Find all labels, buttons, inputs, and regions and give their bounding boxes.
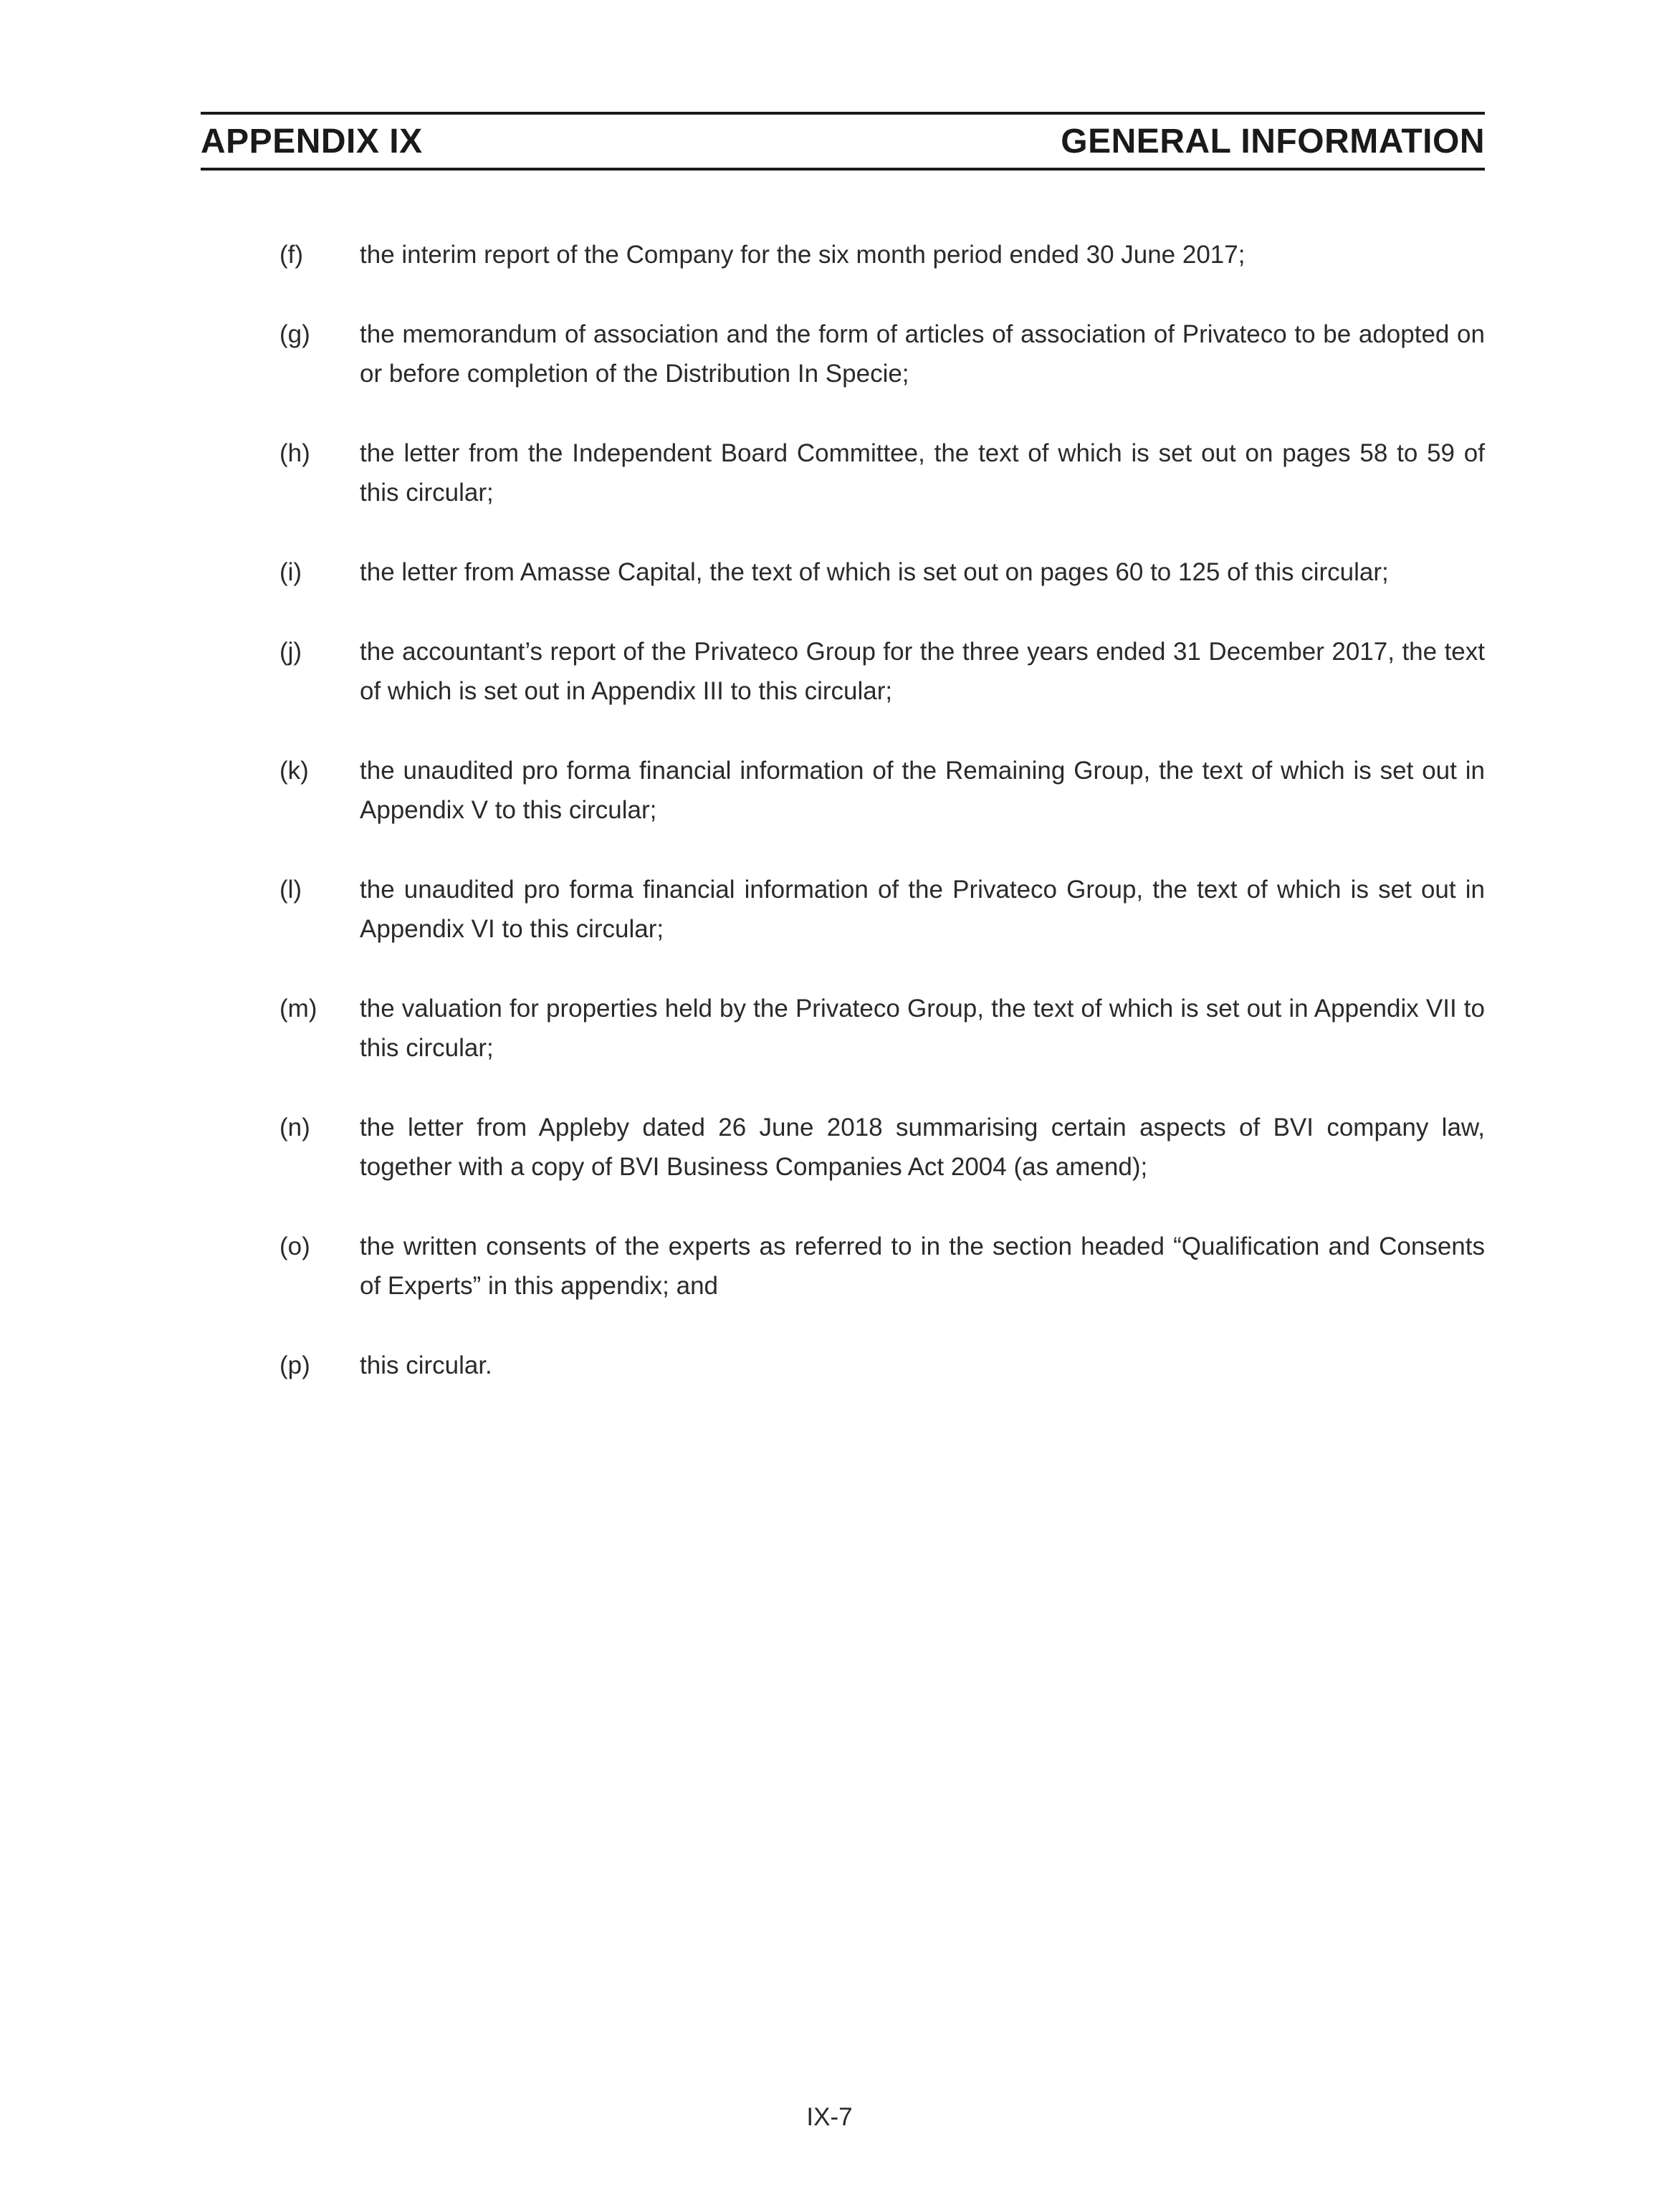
list-item (279, 552, 1485, 592)
item-text: the accountant’s report of the Privateco Group for the three years ended 31 December 2017, the text of which is set out in Appendix III to this circular; (360, 638, 1485, 705)
item-text: the interim report of the Company for the six month period ended 30 June 2017; (360, 241, 1246, 269)
item-label: (o) (279, 1232, 310, 1260)
list-item (279, 989, 1485, 1068)
list-item (279, 632, 1485, 711)
item-text: the valuation for properties held by the Privateco Group, the text of which is set out in Appendix VII to this circular; (360, 995, 1485, 1062)
item-label: (f) (279, 241, 304, 269)
document-list (279, 235, 1485, 1425)
item-label: (k) (279, 757, 309, 785)
item-text: the unaudited pro forma financial information of the Privateco Group, the text of which is set out in Appendix VI to this circular; (360, 876, 1485, 943)
item-label: (m) (279, 995, 317, 1023)
section-title: GENERAL INFORMATION (1061, 122, 1485, 161)
item-label: (h) (279, 439, 310, 467)
page-header (201, 112, 1485, 171)
item-text: the written consents of the experts as referred to in the section headed “Qualification and Consents of Experts” in this appendix; and (360, 1232, 1485, 1300)
page-number: IX-7 (806, 2103, 853, 2131)
item-text: the letter from Appleby dated 26 June 2018 summarising certain aspects of BVI company law, together with a copy of BVI Business Companies Act 2004 (as amend); (360, 1114, 1485, 1181)
list-item (279, 235, 1485, 274)
list-item (279, 315, 1485, 393)
list-item (279, 751, 1485, 830)
item-text: the unaudited pro forma financial information of the Remaining Group, the text of which is set out in Appendix V to this circular; (360, 757, 1485, 824)
item-label: (j) (279, 638, 302, 666)
list-item (279, 1346, 1485, 1385)
list-item (279, 870, 1485, 949)
item-label: (i) (279, 558, 302, 586)
item-text: this circular. (360, 1351, 492, 1379)
item-text: the letter from Amasse Capital, the text of which is set out on pages 60 to 125 of this circular; (360, 558, 1389, 586)
list-item (279, 434, 1485, 512)
appendix-title: APPENDIX IX (201, 122, 423, 161)
item-label: (g) (279, 320, 310, 348)
item-label: (p) (279, 1351, 310, 1379)
item-label: (n) (279, 1114, 310, 1141)
item-text: the memorandum of association and the form of articles of association of Privateco to be adopted on or before completion of the Distribution In Specie; (360, 320, 1485, 388)
item-label: (l) (279, 876, 302, 904)
item-text: the letter from the Independent Board Committee, the text of which is set out on pages 58 to 59 of this circular; (360, 439, 1485, 507)
list-item (279, 1227, 1485, 1306)
list-item (279, 1108, 1485, 1187)
